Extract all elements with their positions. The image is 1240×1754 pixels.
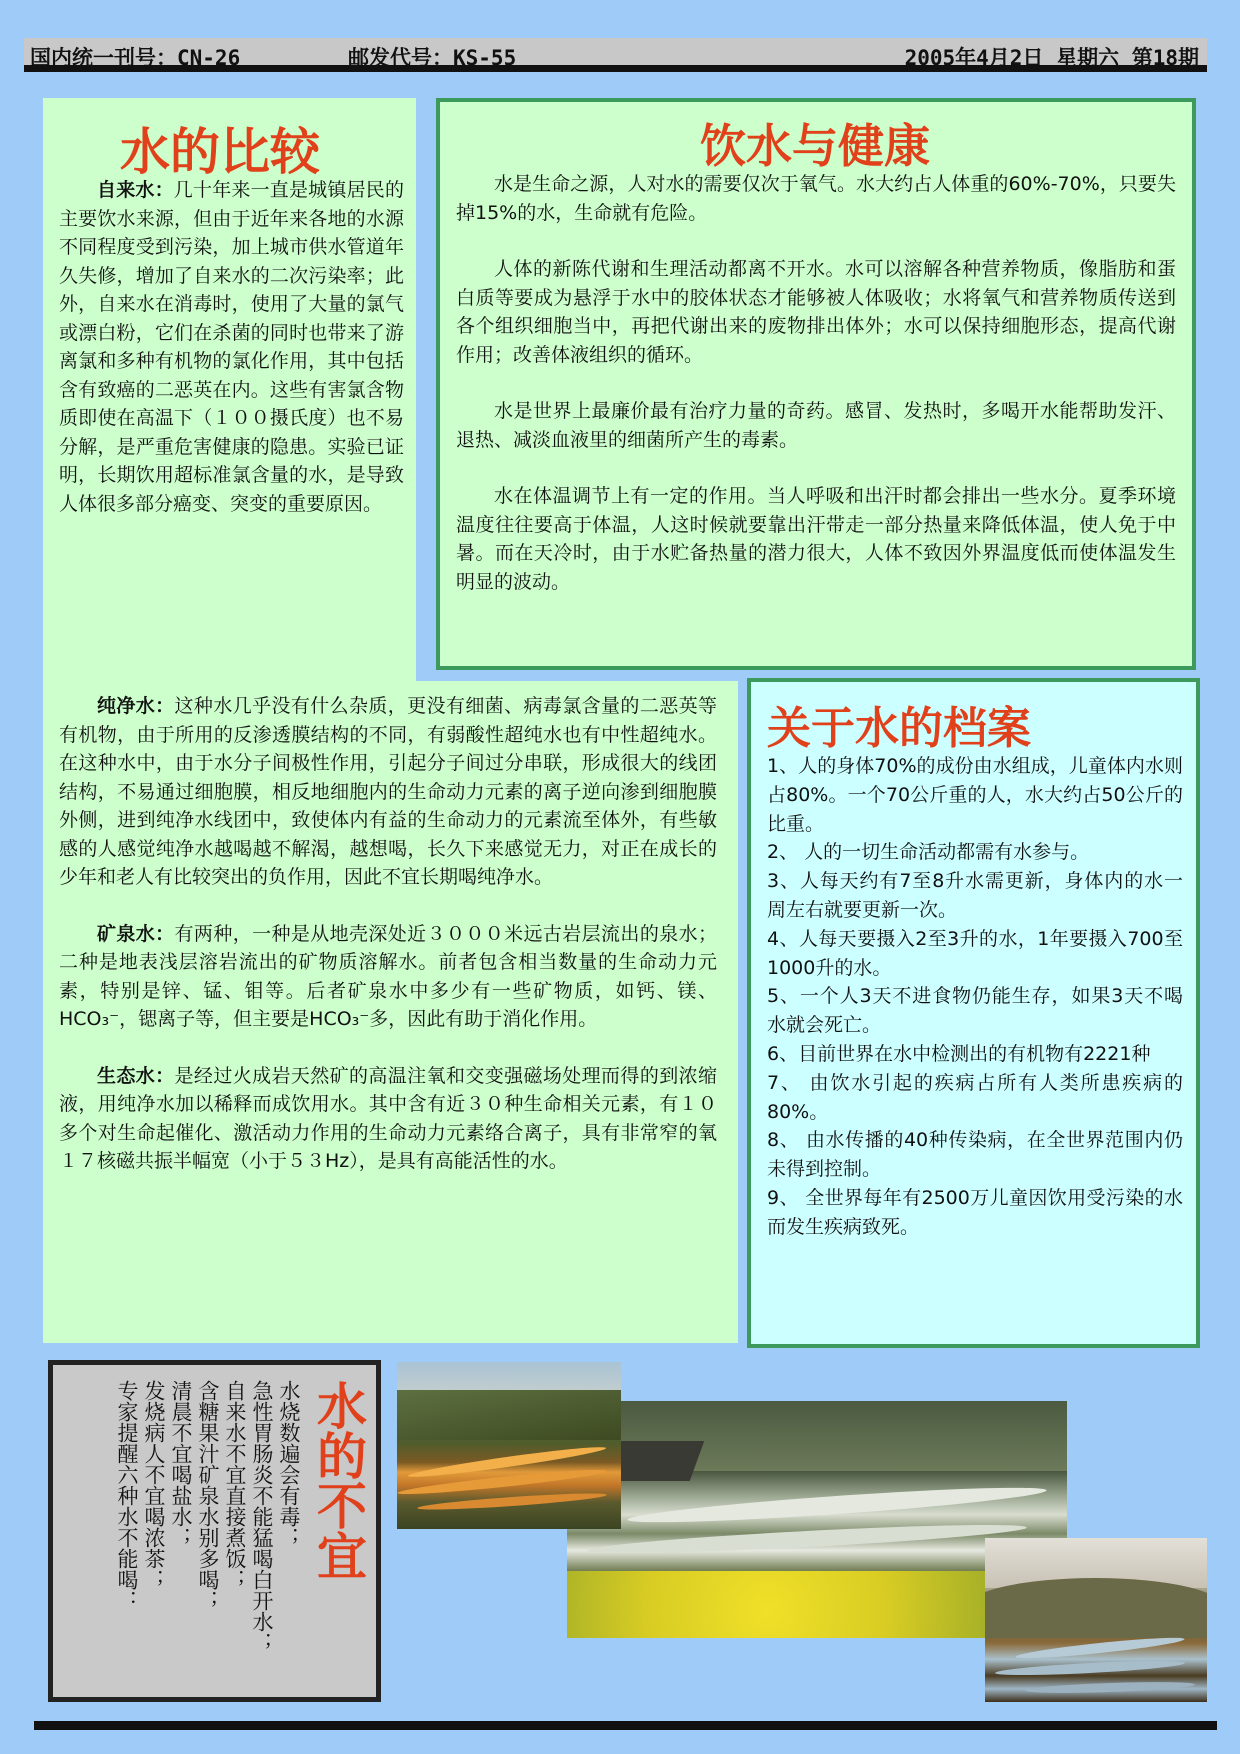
archive-item: 3、人每天约有7至8升水需更新，身体内的水一周左右就要更新一次。 <box>767 870 1183 921</box>
archive-item: 1、人的身体70%的成份由水组成，儿童体内水则占80%。一个70公斤重的人，水大约占50公斤的比重。 <box>767 755 1183 835</box>
issue-date-label: 2005年4月2日 星期六 第18期 <box>904 46 1199 70</box>
tap-water-label: 自来水： <box>97 179 174 201</box>
archive-item: 6、目前世界在水中检测出的有机物有2221种 <box>767 1042 1151 1065</box>
compare-title: 水的比较 <box>120 123 320 181</box>
issn-label: 国内统一刊号：CN-26 <box>30 46 241 70</box>
active-water-text: 是经过火成岩天然矿的高温注氧和交变强磁场处理而得的到浓缩液，用纯净水加以稀释而成饮用水。其中含有近３０种生命相关元素，有１０多个对生命起催化、激活动力作用的生命动力元素络合离子，具有非常窄的氧１７核磁共振半幅宽（小于５３Hz），是具有高能活性的水。 <box>59 1064 717 1172</box>
mountain-terraces-photo <box>985 1538 1207 1702</box>
terraced-fields-photo <box>397 1362 621 1529</box>
tap-water-text: 几十年来一直是城镇居民的主要饮水来源，但由于近年来各地的水源不同程度受到污染，加上城市供水管道年久失修，增加了自来水的二次污染率；此外，自来水在消毒时，使用了大量的氯气或漂白粉，它们在杀菌的同时也带来了游离氯和多种有机物的氯化作用，其中包括含有致癌的二恶英在内。这些有害氯含物质即使在高温下（１００摄氏度）也不易分解，是严重危害健康的隐患。实验已证明，长期饮用超标准氯含量的水，是导致人体很多部分癌变、突变的重要原因。 <box>59 179 404 515</box>
unfit-line: 水烧数遍会有毒； <box>277 1380 301 1548</box>
unfit-water-title: 水的不宜 <box>309 1380 367 1580</box>
health-title: 饮水与健康 <box>700 119 930 173</box>
health-article <box>456 170 1176 596</box>
unfit-line: 发烧病人不宜喝浓茶； <box>142 1380 166 1590</box>
pure-water-label: 纯净水： <box>97 695 175 717</box>
tap-water-article <box>59 176 404 518</box>
archive-item: 4、人每天要摄入2至3升的水，1年要摄入700至1000升的水。 <box>767 927 1183 979</box>
pure-water-text: 这种水几乎没有什么杂质，更没有细菌、病毒氯含量的二恶英等有机物，由于所用的反渗透膜结构的不同，有弱酸性超纯水也有中性超纯水。在这种水中，由于水分子间极性作用，引起分子间过分串联，形成很大的线团结构，不易通过细胞膜，相反地细胞内的生命动力元素的离子逆向渗到细胞膜外侧，进到纯净水线团中，致使体内有益的生命动力的元素流至体外，有些敏感的人感觉纯净水越喝越不解渴，越想喝，长久下来感觉无力，对正在成长的少年和老人有比较突出的负作用，因此不宜长期喝纯净水。 <box>59 695 717 888</box>
unfit-line: 专家提醒六种水不能喝： <box>115 1380 139 1611</box>
archive-list <box>767 752 1183 1242</box>
unfit-water-text <box>78 1380 368 1680</box>
health-paragraph-3: 水是世界上最廉价最有治疗力量的奇药。感冒、发热时，多喝开水能帮助发汗、退热、减淡血液里的细菌所产生的毒素。 <box>456 400 1176 451</box>
archive-item: 2、 人的一切生命活动都需有水参与。 <box>767 841 1090 864</box>
footer-rule <box>34 1721 1217 1730</box>
unfit-line: 急性胃肠炎不能猛喝白开水； <box>250 1380 274 1653</box>
mineral-water-label: 矿泉水： <box>97 922 175 945</box>
health-paragraph-1: 水是生命之源，人对水的需要仅次于氧气。水大约占人体重的60%-70%，只要失掉15%的水，生命就有危险。 <box>456 173 1176 224</box>
active-water-label: 生态水： <box>97 1064 175 1087</box>
health-paragraph-2: 人体的新陈代谢和生理活动都离不开水。水可以溶解各种营养物质，像脂肪和蛋白质等要成为悬浮于水中的胶体状态才能够被人体吸收；水将氧气和营养物质传送到各个组织细胞当中，再把代谢出来的废物排出体外；水可以保持细胞形态，提高代谢作用；改善体液组织的循环。 <box>456 258 1176 366</box>
archive-item: 8、 由水传播的40种传染病，在全世界范围内仍未得到控制。 <box>767 1129 1183 1181</box>
masthead-bar <box>24 38 1207 72</box>
unfit-line: 含糖果汁矿泉水别多喝； <box>196 1380 220 1611</box>
archive-item: 9、 全世界每年有2500万儿童因饮用受污染的水而发生疾病致死。 <box>767 1186 1183 1238</box>
archive-item: 7、 由饮水引起的疾病占所有人类所患疾病的80%。 <box>767 1071 1183 1123</box>
unfit-line: 清晨不宜喝盐水； <box>169 1380 193 1548</box>
mineral-water-text: 有两种，一种是从地壳深处近３０００米远古岩层流出的泉水；二种是地表浅层溶岩流出的矿物质溶解水。前者包含相当数量的生命动力元素，特别是锌、锰、钼等。后者矿泉水中多少有一些矿物质，如钙、镁、HCO₃⁻，锶离子等，但主要是HCO₃⁻多，因此有助于消化作用。 <box>59 922 717 1030</box>
water-types-article <box>59 692 717 1176</box>
archive-item: 5、一个人3天不进食物仍能生存，如果3天不喝水就会死亡。 <box>767 985 1183 1037</box>
archive-title: 关于水的档案 <box>767 703 1031 754</box>
unfit-line: 自来水不宜直接煮饭； <box>223 1380 247 1590</box>
postal-code-label: 邮发代号：KS-55 <box>348 46 517 70</box>
health-paragraph-4: 水在体温调节上有一定的作用。当人呼吸和出汗时都会排出一些水分。夏季环境温度往往要高于体温，人这时候就要靠出汗带走一部分热量来降低体温，使人免于中暑。而在天冷时，由于水贮备热量的潜力很大，人体不致因外界温度低而使体温发生明显的波动。 <box>456 485 1176 593</box>
